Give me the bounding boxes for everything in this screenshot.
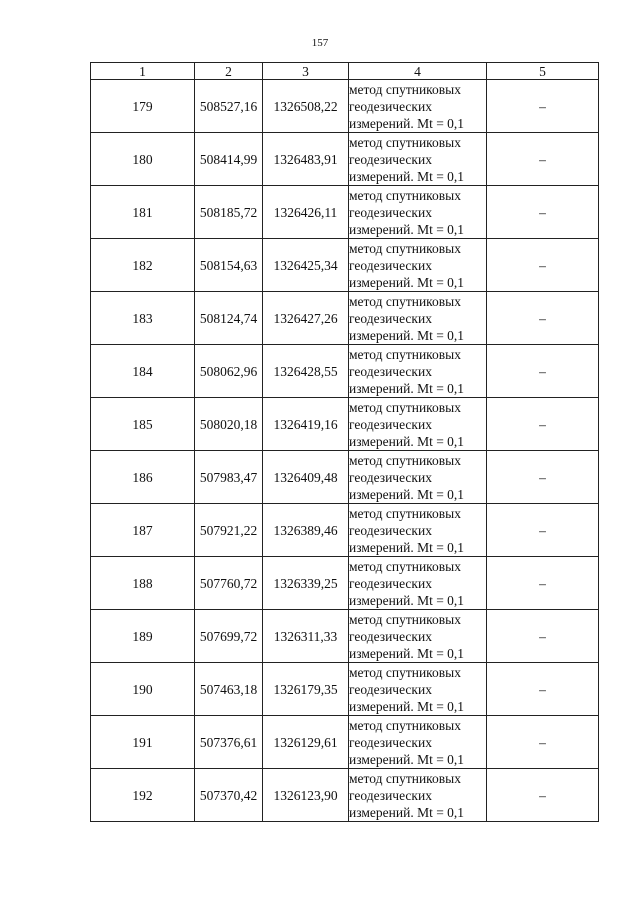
method-cell xyxy=(349,663,487,716)
method-line-3: измерений. Mt = 0,1 xyxy=(349,698,465,714)
method-line-1: метод спутниковых xyxy=(349,134,461,150)
note-cell: – xyxy=(487,663,599,716)
y-coordinate-cell: 1326427,26 xyxy=(263,292,349,345)
method-line-1: метод спутниковых xyxy=(349,346,461,362)
method-line-3: измерений. Mt = 0,1 xyxy=(349,115,465,131)
method-line-2: геодезических xyxy=(349,257,432,273)
header-col-5: 5 xyxy=(487,63,599,80)
method-line-2: геодезических xyxy=(349,522,432,538)
table-row xyxy=(91,80,599,133)
note-cell: – xyxy=(487,504,599,557)
point-number-cell: 181 xyxy=(91,186,195,239)
method-line-2: геодезических xyxy=(349,416,432,432)
method-line-2: геодезических xyxy=(349,151,432,167)
y-coordinate-cell: 1326425,34 xyxy=(263,239,349,292)
method-line-1: метод спутниковых xyxy=(349,452,461,468)
point-number-cell: 188 xyxy=(91,557,195,610)
table-row xyxy=(91,504,599,557)
y-coordinate-cell: 1326179,35 xyxy=(263,663,349,716)
method-cell xyxy=(349,292,487,345)
point-number-cell: 185 xyxy=(91,398,195,451)
x-coordinate-cell: 508414,99 xyxy=(195,133,263,186)
note-cell: – xyxy=(487,398,599,451)
note-cell: – xyxy=(487,292,599,345)
y-coordinate-cell: 1326339,25 xyxy=(263,557,349,610)
table-row xyxy=(91,239,599,292)
point-number-cell: 183 xyxy=(91,292,195,345)
method-cell xyxy=(349,133,487,186)
note-cell: – xyxy=(487,610,599,663)
method-cell xyxy=(349,398,487,451)
method-line-1: метод спутниковых xyxy=(349,558,461,574)
x-coordinate-cell: 507370,42 xyxy=(195,769,263,822)
x-coordinate-cell: 508527,16 xyxy=(195,80,263,133)
method-line-2: геодезических xyxy=(349,204,432,220)
y-coordinate-cell: 1326428,55 xyxy=(263,345,349,398)
method-line-3: измерений. Mt = 0,1 xyxy=(349,168,465,184)
method-line-3: измерений. Mt = 0,1 xyxy=(349,274,465,290)
table-row xyxy=(91,663,599,716)
method-cell xyxy=(349,451,487,504)
method-line-3: измерений. Mt = 0,1 xyxy=(349,380,465,396)
header-col-4: 4 xyxy=(349,63,487,80)
method-line-2: геодезических xyxy=(349,628,432,644)
method-line-3: измерений. Mt = 0,1 xyxy=(349,539,465,555)
x-coordinate-cell: 507376,61 xyxy=(195,716,263,769)
x-coordinate-cell: 508020,18 xyxy=(195,398,263,451)
note-cell: – xyxy=(487,80,599,133)
method-line-1: метод спутниковых xyxy=(349,505,461,521)
method-line-3: измерений. Mt = 0,1 xyxy=(349,433,465,449)
method-line-1: метод спутниковых xyxy=(349,770,461,786)
point-number-cell: 186 xyxy=(91,451,195,504)
header-col-2: 2 xyxy=(195,63,263,80)
table-row xyxy=(91,716,599,769)
method-cell xyxy=(349,769,487,822)
note-cell: – xyxy=(487,557,599,610)
method-line-1: метод спутниковых xyxy=(349,717,461,733)
table-body xyxy=(91,80,599,822)
method-line-2: геодезических xyxy=(349,363,432,379)
y-coordinate-cell: 1326129,61 xyxy=(263,716,349,769)
y-coordinate-cell: 1326123,90 xyxy=(263,769,349,822)
x-coordinate-cell: 507699,72 xyxy=(195,610,263,663)
x-coordinate-cell: 508154,63 xyxy=(195,239,263,292)
x-coordinate-cell: 508124,74 xyxy=(195,292,263,345)
x-coordinate-cell: 507463,18 xyxy=(195,663,263,716)
table-row xyxy=(91,769,599,822)
x-coordinate-cell: 507983,47 xyxy=(195,451,263,504)
method-line-3: измерений. Mt = 0,1 xyxy=(349,486,465,502)
point-number-cell: 179 xyxy=(91,80,195,133)
method-line-3: измерений. Mt = 0,1 xyxy=(349,327,465,343)
method-line-2: геодезических xyxy=(349,310,432,326)
y-coordinate-cell: 1326483,91 xyxy=(263,133,349,186)
y-coordinate-cell: 1326426,11 xyxy=(263,186,349,239)
table-row xyxy=(91,292,599,345)
y-coordinate-cell: 1326508,22 xyxy=(263,80,349,133)
method-cell xyxy=(349,80,487,133)
method-line-2: геодезических xyxy=(349,734,432,750)
point-number-cell: 184 xyxy=(91,345,195,398)
table-row xyxy=(91,345,599,398)
x-coordinate-cell: 508185,72 xyxy=(195,186,263,239)
point-number-cell: 180 xyxy=(91,133,195,186)
method-line-1: метод спутниковых xyxy=(349,240,461,256)
table-row xyxy=(91,451,599,504)
method-line-3: измерений. Mt = 0,1 xyxy=(349,751,465,767)
header-col-1: 1 xyxy=(91,63,195,80)
method-line-1: метод спутниковых xyxy=(349,611,461,627)
point-number-cell: 190 xyxy=(91,663,195,716)
method-line-2: геодезических xyxy=(349,98,432,114)
method-cell xyxy=(349,504,487,557)
method-cell xyxy=(349,716,487,769)
note-cell: – xyxy=(487,716,599,769)
y-coordinate-cell: 1326311,33 xyxy=(263,610,349,663)
method-cell xyxy=(349,610,487,663)
method-line-1: метод спутниковых xyxy=(349,664,461,680)
x-coordinate-cell: 507921,22 xyxy=(195,504,263,557)
method-line-1: метод спутниковых xyxy=(349,399,461,415)
method-line-3: измерений. Mt = 0,1 xyxy=(349,592,465,608)
table-row xyxy=(91,610,599,663)
note-cell: – xyxy=(487,239,599,292)
method-cell xyxy=(349,557,487,610)
note-cell: – xyxy=(487,345,599,398)
coordinates-table xyxy=(90,62,599,822)
method-line-3: измерений. Mt = 0,1 xyxy=(349,645,465,661)
point-number-cell: 189 xyxy=(91,610,195,663)
note-cell: – xyxy=(487,186,599,239)
y-coordinate-cell: 1326389,46 xyxy=(263,504,349,557)
method-cell xyxy=(349,186,487,239)
note-cell: – xyxy=(487,451,599,504)
method-line-1: метод спутниковых xyxy=(349,293,461,309)
point-number-cell: 182 xyxy=(91,239,195,292)
note-cell: – xyxy=(487,133,599,186)
y-coordinate-cell: 1326409,48 xyxy=(263,451,349,504)
point-number-cell: 187 xyxy=(91,504,195,557)
method-cell xyxy=(349,345,487,398)
y-coordinate-cell: 1326419,16 xyxy=(263,398,349,451)
method-line-3: измерений. Mt = 0,1 xyxy=(349,221,465,237)
method-cell xyxy=(349,239,487,292)
method-line-1: метод спутниковых xyxy=(349,81,461,97)
x-coordinate-cell: 507760,72 xyxy=(195,557,263,610)
method-line-2: геодезических xyxy=(349,787,432,803)
table-row xyxy=(91,186,599,239)
point-number-cell: 191 xyxy=(91,716,195,769)
point-number-cell: 192 xyxy=(91,769,195,822)
table-header xyxy=(91,63,599,80)
header-col-3: 3 xyxy=(263,63,349,80)
table-row xyxy=(91,133,599,186)
page-number: 157 xyxy=(311,37,329,49)
method-line-1: метод спутниковых xyxy=(349,187,461,203)
method-line-2: геодезических xyxy=(349,575,432,591)
method-line-3: измерений. Mt = 0,1 xyxy=(349,804,465,820)
header-row xyxy=(91,63,599,80)
note-cell: – xyxy=(487,769,599,822)
method-line-2: геодезических xyxy=(349,469,432,485)
table-row xyxy=(91,557,599,610)
table-row xyxy=(91,398,599,451)
method-line-2: геодезических xyxy=(349,681,432,697)
x-coordinate-cell: 508062,96 xyxy=(195,345,263,398)
